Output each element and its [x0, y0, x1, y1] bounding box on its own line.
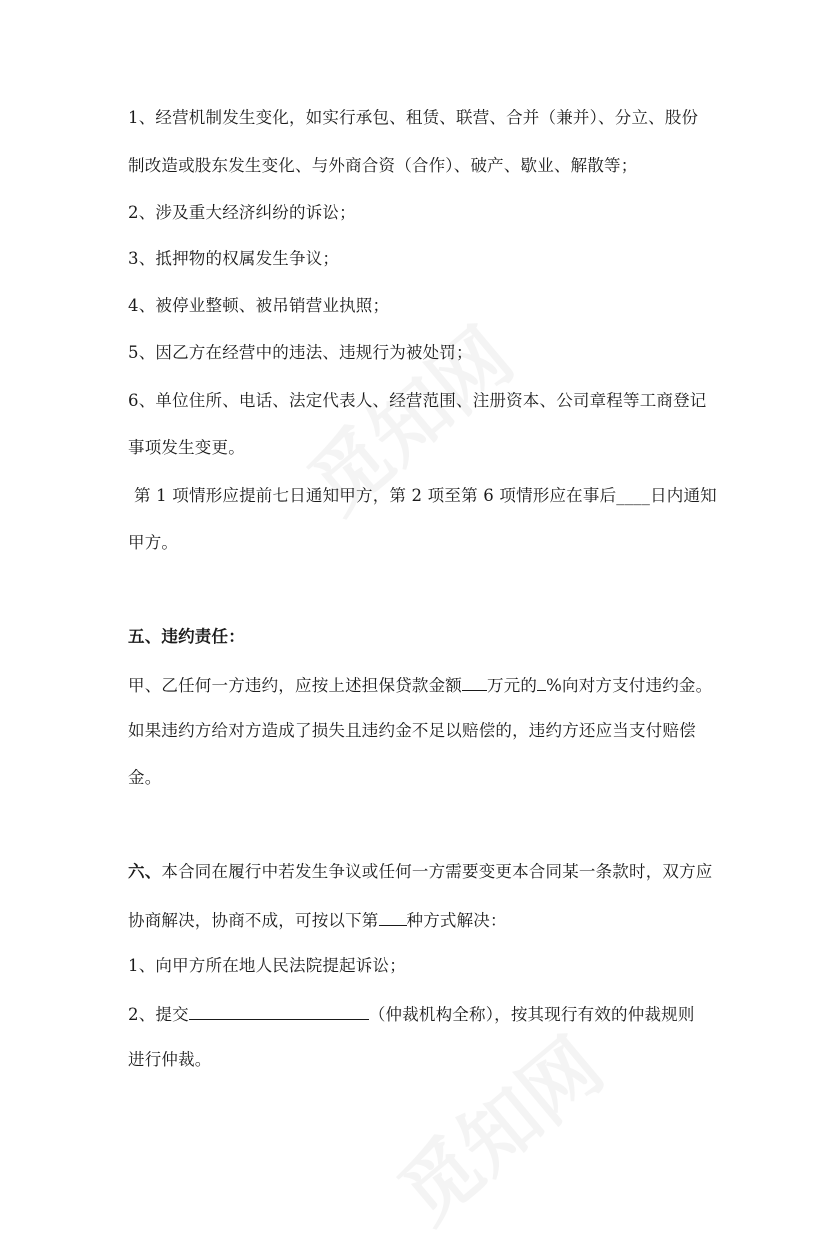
penalty-text-a: 甲、乙任何一方违约，应按上述担保贷款金额	[128, 676, 462, 695]
notice-text-b: 日内通知	[650, 486, 717, 505]
clause-item-4: 4、被停业整顿、被吊销营业执照；	[128, 296, 390, 315]
watermark	[371, 1008, 622, 1244]
clause-item-1-line-2: 制改造或股东发生变化、与外商合资（合作）、破产、歇业、解散等；	[128, 156, 638, 175]
penalty-text-b: 万元的	[487, 676, 538, 695]
section-5-line-1	[128, 672, 712, 698]
section-5-heading: 五、违约责任：	[128, 627, 245, 646]
arbitration-body-blank	[189, 1001, 369, 1020]
clause-item-6-line-2: 事项发生变更。	[128, 438, 245, 457]
clause-item-5: 5、因乙方在经营中的违法、违规行为被处罚；	[128, 343, 473, 362]
clause-item-6-line-1: 6、单位住所、电话、法定代表人、经营范围、注册资本、公司章程等工商登记	[128, 391, 707, 410]
clause-item-1-line-1: 1、经营机制发生变化，如实行承包、租赁、联营、合并（兼并）、分立、股份	[128, 108, 699, 127]
percent-blank	[537, 672, 546, 691]
resolution-option-2-line-2: 进行仲裁。	[128, 1050, 212, 1069]
resolution-option-2-line-1	[128, 1001, 695, 1027]
section-6-line-2	[128, 907, 507, 933]
clause-item-3: 3、抵押物的权属发生争议；	[128, 249, 340, 268]
notice-line-1	[134, 484, 717, 508]
section-6-text: 本合同在履行中若发生争议或任何一方需要变更本合同某一条款时，双方应	[161, 862, 713, 881]
section-6-line-1	[128, 860, 713, 884]
penalty-text-c: %向对方支付违约金。	[546, 676, 713, 695]
method-blank	[379, 907, 407, 926]
section-5-line-3: 金。	[128, 768, 162, 787]
amount-blank	[462, 672, 487, 691]
notice-days-blank: ____	[616, 486, 651, 505]
section-5-line-2: 如果违约方给对方造成了损失且违约金不足以赔偿的，违约方还应当支付赔偿	[128, 721, 696, 740]
resolution-text-a: 协商解决，协商不成，可按以下第	[128, 911, 379, 930]
resolution-option-1: 1、向甲方所在地人民法院提起诉讼；	[128, 956, 406, 975]
resolution-text-b: 种方式解决：	[406, 911, 507, 930]
arbitration-text: （仲裁机构全称），按其现行有效的仲裁规则	[368, 1005, 695, 1024]
section-6-heading: 六、	[128, 862, 162, 881]
submit-text: 2、提交	[128, 1005, 189, 1024]
clause-item-2: 2、涉及重大经济纠纷的诉讼；	[128, 203, 356, 222]
notice-text-a: 第 1 项情形应提前七日通知甲方，第 2 项至第 6 项情形应在事后	[134, 486, 617, 505]
notice-line-2: 甲方。	[128, 533, 179, 552]
